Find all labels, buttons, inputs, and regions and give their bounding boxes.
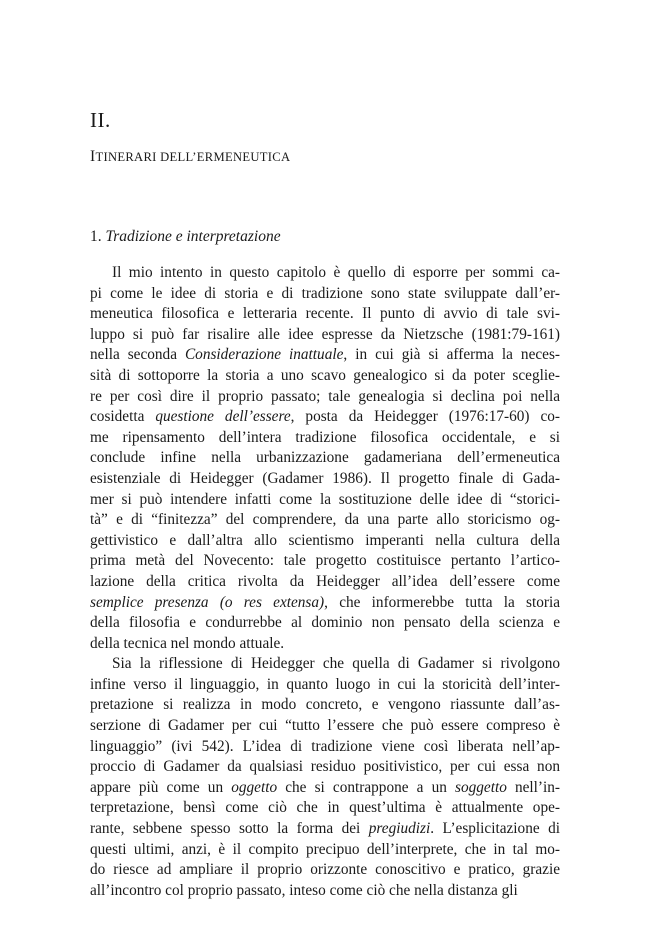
text-run: esistenziale di Heidegger (Gadamer 1986). Il progetto finale di Gada- [90, 469, 560, 487]
text-line [90, 695, 560, 716]
text-line [90, 778, 560, 799]
text-line [90, 654, 560, 675]
text-line [90, 675, 560, 696]
text-run: della filosofia e condurrebbe al dominio non pensato della scienza e [90, 614, 560, 632]
text-run: proccio di Gadamer da qualsiasi residuo positivistico, per cui essa non [90, 758, 560, 776]
section-heading [90, 228, 281, 246]
text-line [90, 284, 560, 305]
section-title: Tradizione e interpretazione [105, 228, 281, 245]
italic-phrase: Considerazione inattuale [184, 346, 344, 364]
text-run: do riesce ad ampliare il proprio orizzonte conoscitivo e pratico, grazie [90, 861, 560, 879]
text-line [90, 325, 560, 346]
text-run: mer si può intendere infatti come la sostituzione delle idee di “storici- [90, 490, 560, 508]
text-line [90, 593, 560, 614]
section-number: 1. [90, 228, 102, 245]
text-line [90, 798, 560, 819]
text-run: sità di sottoporre la storia a uno scavo genealogico si da poter sceglie- [90, 366, 560, 384]
text-line [90, 490, 560, 511]
text-run: prima metà del Novecento: tale progetto costituisce pertanto l’artico- [90, 552, 560, 570]
text-line [90, 613, 560, 634]
text-line [90, 407, 560, 428]
text-run: pi come le idee di storia e di tradizione sono state sviluppate dall’er- [90, 284, 560, 302]
italic-phrase: semplice presenza (o res extensa) [90, 593, 325, 611]
text-line [90, 881, 560, 902]
text-line [90, 634, 560, 655]
chapter-title-rest: TINERARI DELL’ERMENEUTICA [95, 150, 291, 164]
text-run: che si contrappone a un [277, 778, 455, 796]
text-run: infine verso il linguaggio, in quanto luogo in cui la storicità dell’inter- [90, 675, 560, 693]
text-line [90, 737, 560, 758]
text-run: , posta da Heidegger (1976:17-60) co- [290, 408, 560, 426]
text-line [90, 551, 560, 572]
text-run: luppo si può far risalire alle idee espresse da Nietzsche (1981:79-161) [90, 325, 560, 343]
text-run: , che informerebbe tutta la storia [324, 593, 561, 611]
text-line [90, 716, 560, 737]
italic-phrase: pregiudizi [368, 820, 431, 838]
text-line [90, 428, 560, 449]
text-run: linguaggio” (ivi 542). L’idea di tradizione viene così liberata nell’ap- [90, 737, 560, 755]
chapter-number: II. [90, 108, 111, 132]
text-run: conclude infine nella urbanizzazione gadameriana dell’ermeneutica [90, 449, 560, 467]
text-line [90, 263, 560, 284]
italic-phrase: oggetto [231, 778, 278, 796]
text-line [90, 448, 560, 469]
text-line [90, 572, 560, 593]
text-run: Sia la riflessione di Heidegger che quella di Gadamer si rivolgono [112, 655, 560, 673]
text-line [90, 510, 560, 531]
text-line [90, 304, 560, 325]
text-run: all’incontro col proprio passato, inteso come ciò che nella distanza gli [90, 881, 518, 899]
text-run: cosidetta [90, 408, 156, 426]
text-line [90, 366, 560, 387]
chapter-title-initial: I [90, 148, 96, 165]
text-line [90, 757, 560, 778]
text-run: me ripensamento dell’intera tradizione filosofica occidentale, e si [90, 428, 560, 446]
text-run: Il mio intento in questo capitolo è quello di esporre per sommi ca- [112, 264, 560, 281]
text-line [90, 840, 560, 861]
text-run: meneutica filosofica e letteraria recente. Il punto di avvio di tale svi- [90, 305, 560, 323]
text-run: serzione di Gadamer per cui “tutto l’essere che può essere compreso è [90, 717, 560, 735]
text-run: terpretazione, bensì come ciò che in quest’ultima è attualmente ope- [90, 799, 560, 817]
text-line [90, 531, 560, 552]
text-line [90, 345, 560, 366]
body-text [90, 263, 560, 901]
text-run: nella seconda [90, 346, 185, 364]
text-run: della tecnica nel mondo attuale. [90, 634, 285, 652]
text-run: questi ultimi, anzi, è il compito precipuo dell’interprete, che in tal mo- [90, 840, 560, 858]
text-run: rante, sebbene spesso sotto la forma dei [90, 820, 369, 838]
text-run: , in cui già si afferma la neces- [343, 346, 560, 364]
text-line [90, 387, 560, 408]
italic-phrase: questione dell’essere [155, 408, 291, 426]
text-run: lazione della critica rivolta da Heidegger all’idea dell’essere come [90, 572, 560, 590]
text-line [90, 819, 560, 840]
text-run: tà” e di “finitezza” del comprendere, da una parte allo storicismo og- [90, 511, 560, 529]
text-run: . L’esplicitazione di [430, 820, 560, 838]
text-run: re per così dire il proprio passato; tale genealogia si declina poi nella [90, 387, 560, 405]
text-line [90, 469, 560, 490]
text-run: pretazione si realizza in modo concreto, e vengono riassunte dall’as- [90, 696, 560, 714]
chapter-title [90, 148, 290, 166]
text-run: nell’in- [506, 778, 560, 796]
italic-phrase: soggetto [455, 778, 507, 796]
text-run: appare più come un [90, 778, 232, 796]
text-run: gettivistico e dall’altra allo scientismo imperanti nella cultura della [90, 531, 560, 549]
text-line [90, 860, 560, 881]
